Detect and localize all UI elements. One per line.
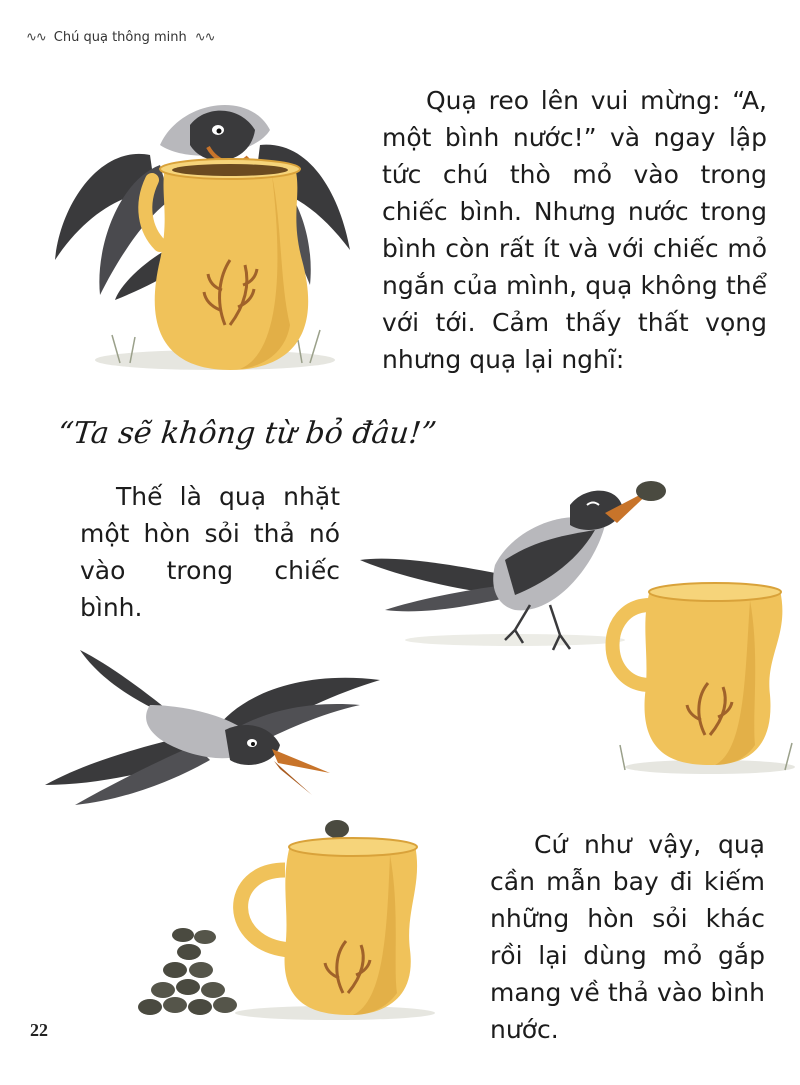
page-number: 22 — [30, 1020, 48, 1040]
jug-with-pebble-illustration — [105, 815, 450, 1030]
book-title: Chú quạ thông minh — [53, 29, 187, 45]
story-paragraph-1: Quạ reo lên vui mừng: “A, một bình nước!” và ngay lập tức chú thò mỏ vào trong chiếc bình. Nhưng nước trong bình còn rất ít và với chiếc mỏ ngắn của mình, quạ không thể với tới. Cảm thấy thất vọng nhưng quạ lại nghĩ: — [382, 86, 767, 374]
crow-quote: “Ta sẽ không từ bỏ đâu!” — [56, 416, 439, 451]
jug — [145, 159, 308, 370]
jug-handle — [241, 870, 290, 950]
jug-body — [645, 590, 783, 765]
crow-peering-into-jug-illustration — [40, 85, 370, 385]
pebble-pile — [138, 928, 237, 1015]
jug-handle — [613, 605, 651, 685]
running-header — [26, 25, 215, 49]
ornament-left-icon: ∿∿ — [26, 29, 46, 45]
falling-pebble — [325, 820, 349, 838]
crow-flying-illustration — [40, 645, 385, 820]
crow-tail — [360, 559, 510, 612]
story-paragraph-2: Thế là quạ nhặt một hòn sỏi thả nó vào trong chiếc bình. — [80, 482, 340, 622]
pebble — [636, 481, 666, 501]
ornament-right-icon: ∿∿ — [194, 29, 215, 45]
story-paragraph-3: Cứ như vậy, quạ cần mẫn bay đi kiếm những hòn sỏi khác rồi lại dùng mỏ gắp mang về thả vào bình nước. — [490, 830, 765, 1044]
jug-right-illustration — [580, 565, 795, 785]
jug-rim — [649, 583, 781, 601]
jug-rim — [289, 838, 417, 856]
